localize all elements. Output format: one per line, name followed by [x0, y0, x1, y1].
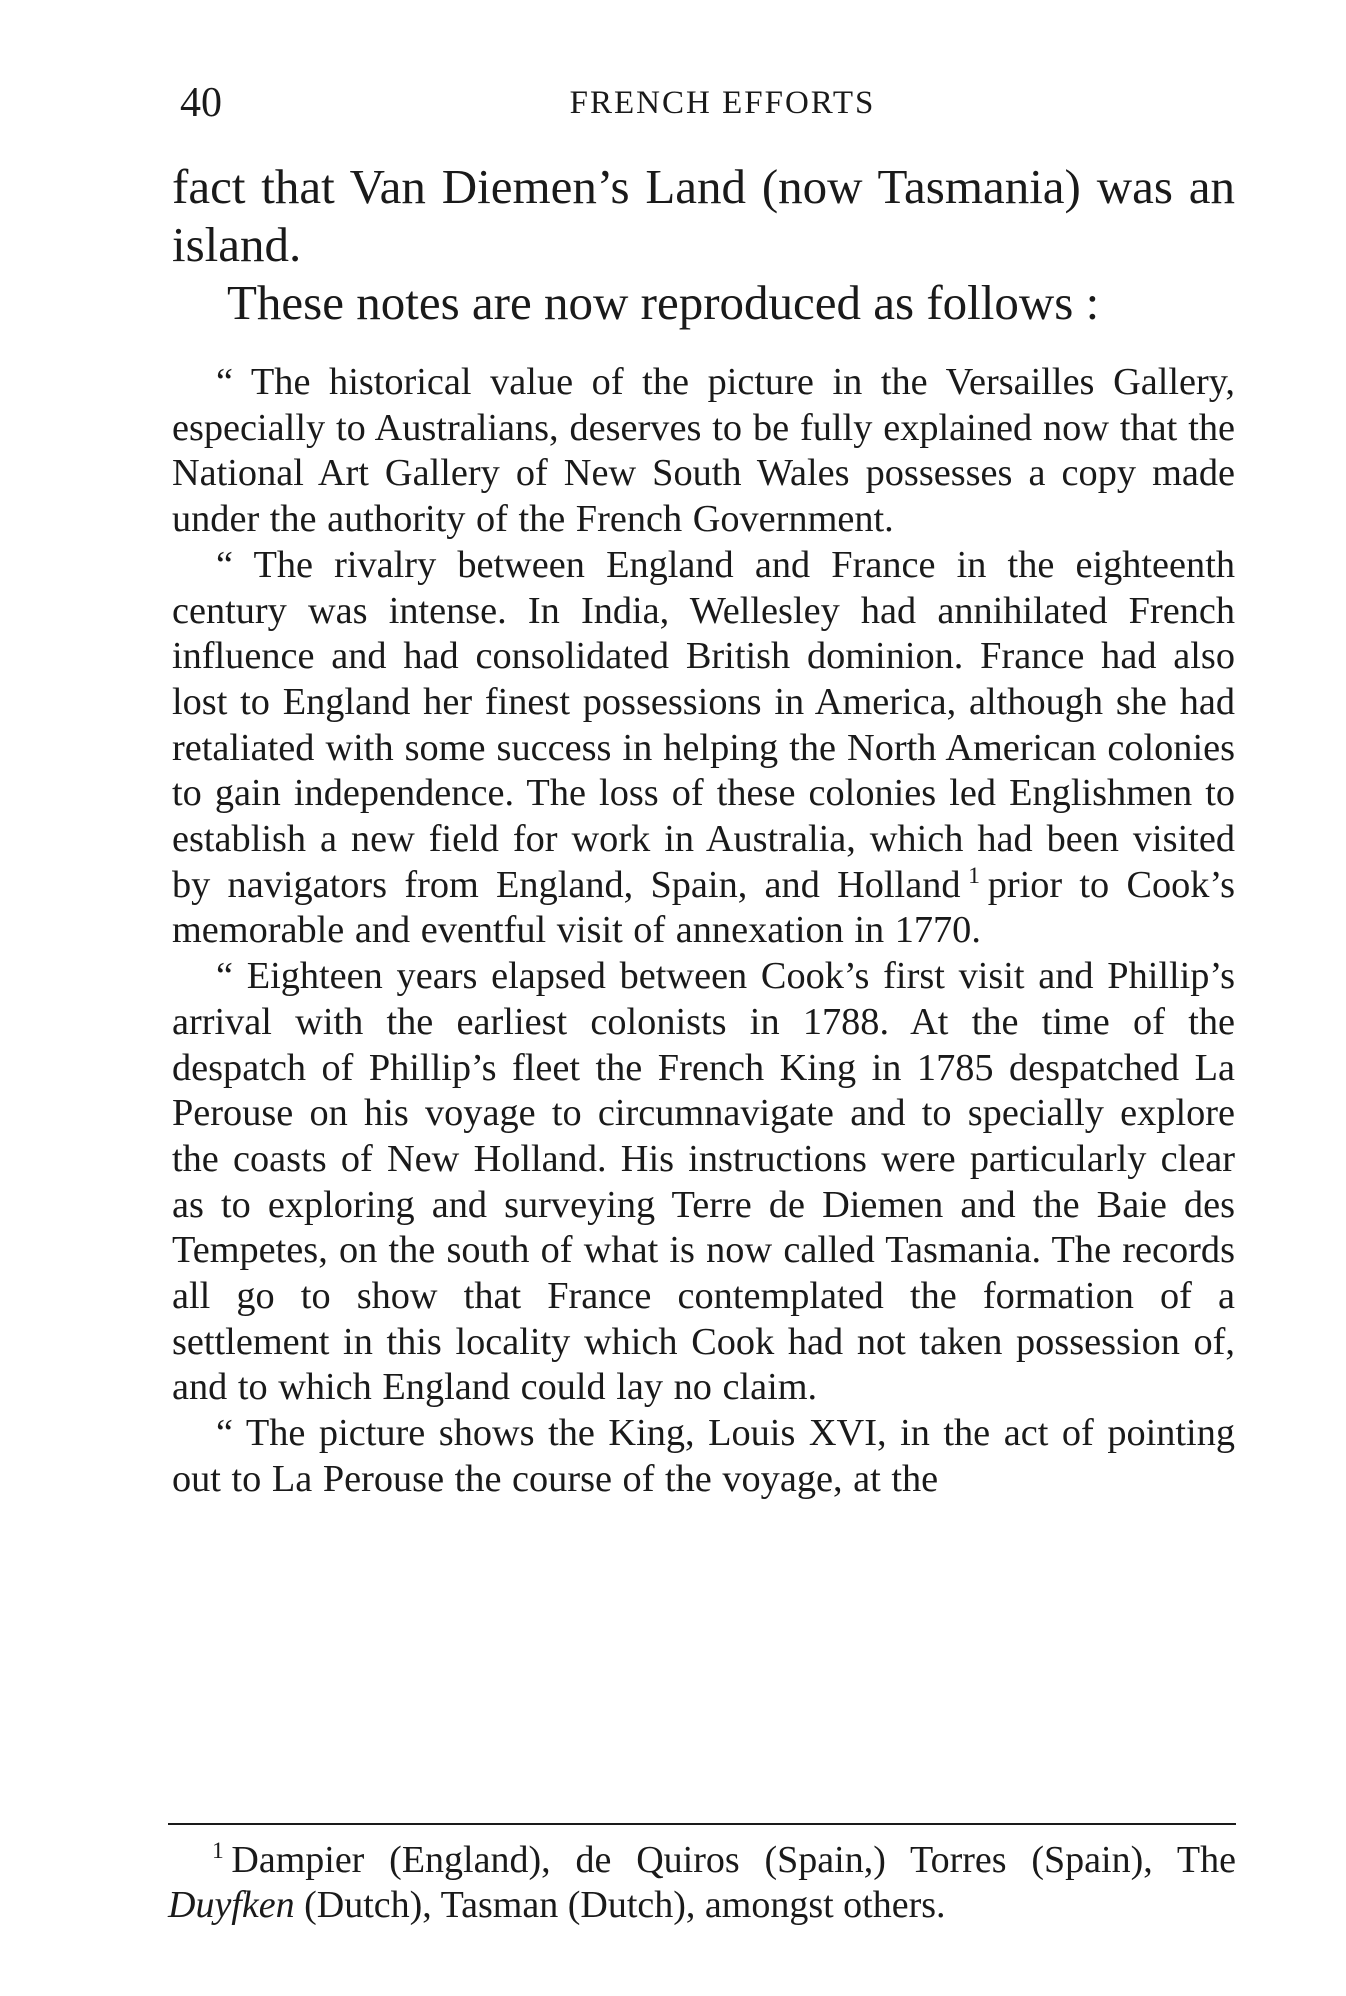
quote-paragraph-3: “ Eighteen years elapsed between Cook’s first visit and Phillip’s arrival with the earliest colonists in 1788. At the time of the despatch of Phillip’s fleet the French King in 1785 despatched La Perouse on his voyage to circumnavigate and to specially explore the coasts of New Holland. His instructions were particularly clear as to exploring and surveying Terre de Diemen and the Baie des Tempetes, on the south of what is now called Tasmania. The records all go to show that France contemplated the formation of a settlement in this locality which Cook had not taken possession of, and to which England could lay no claim.: [172, 955, 1235, 1409]
intro-paragraph: These notes are now reproduced as follows :: [227, 275, 1100, 330]
footnote-paragraph: [168, 1838, 1236, 1928]
quote-paragraph-2-tail: prior to Cook’s memorable and eventful visit of annexation in 1770.: [172, 863, 1235, 952]
footnote-ship-name: Duyfken: [168, 1884, 295, 1926]
footnote-text-after: (Dutch), Tasman (Dutch), amongst others.: [304, 1884, 946, 1926]
quoted-notes: [172, 360, 1235, 1503]
running-head: [180, 78, 1235, 128]
footnote: [168, 1838, 1236, 1928]
quote-paragraph-2-text: “ The rivalry between England and France in the eighteenth century was intense. In India, Wellesley had annihilated French influence and had consolidated British dominion. France had also lost to England her finest possessions in America, although she had retaliated with some success in helping the North American colonies to gain independence. The loss of these colonies led Englishmen to establish a new field for work in Australia, which had been visited by navigators from England, Spain, and Holland: [172, 543, 1235, 906]
lead-text: [172, 158, 1235, 332]
footnote-marker: 1: [212, 1837, 224, 1864]
quote-paragraph-2: [172, 543, 1235, 954]
footnote-text-before: Dampier (England), de Quiros (Spain,) Torres (Spain), The: [231, 1839, 1236, 1881]
footnote-reference: 1: [968, 862, 981, 889]
running-title: FRENCH EFFORTS: [569, 85, 876, 121]
continuation-paragraph: fact that Van Diemen’s Land (now Tasmania) was an island.: [172, 159, 1235, 272]
page-number: 40: [180, 80, 222, 126]
footnote-rule: [168, 1823, 1236, 1825]
quote-paragraph-1: “ The historical value of the picture in the Versailles Gallery, especially to Australians, deserves to be fully explained now that the National Art Gallery of New South Wales possesses a copy made under the authority of the French Government.: [172, 361, 1235, 541]
quote-paragraph-4: “ The picture shows the King, Louis XVI, in the act of pointing out to La Perouse the course of the voyage, at the: [172, 1412, 1235, 1500]
